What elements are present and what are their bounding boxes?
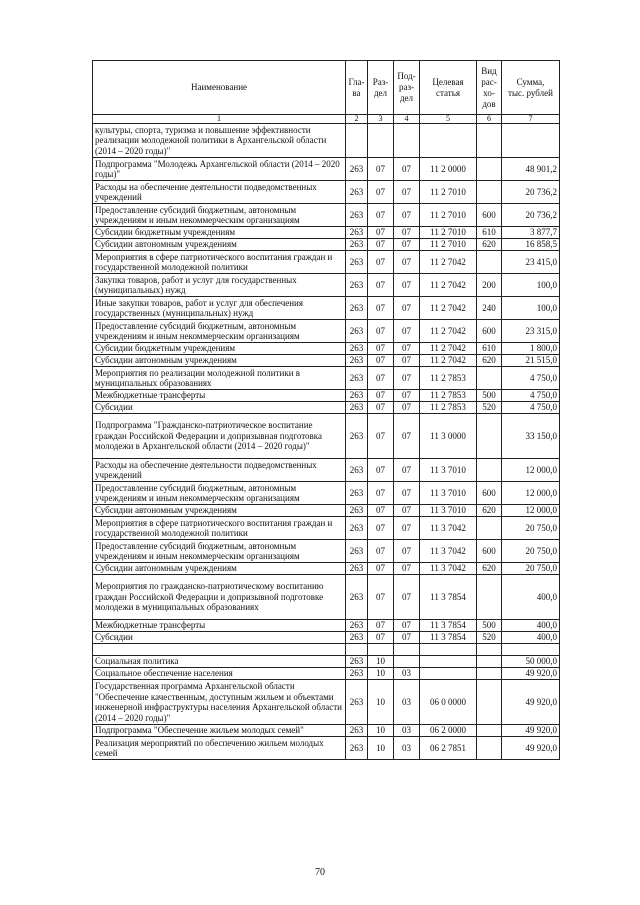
cell-summa: 49 920,0 — [502, 668, 560, 680]
cell-summa: 12 000,0 — [502, 482, 560, 505]
cell-glava: 263 — [346, 505, 368, 517]
header-summa: Сумма, тыс. рублей — [502, 61, 560, 115]
cell-vid: 620 — [477, 505, 502, 517]
cell-summa: 3 877,7 — [502, 227, 560, 239]
cell-name: Субсидии бюджетным учреждениям — [93, 227, 346, 239]
cell-glava: 263 — [346, 620, 368, 632]
cell-vid: 620 — [477, 239, 502, 251]
header-glava: Гла- ва — [346, 61, 368, 115]
header-statya: Целевая статья — [420, 61, 477, 115]
cell-razdel: 07 — [368, 320, 394, 343]
cell-name — [93, 644, 346, 656]
cell-summa: 4 750,0 — [502, 367, 560, 390]
cell-summa: 49 920,0 — [502, 680, 560, 725]
cell-razdel: 07 — [368, 540, 394, 563]
cell-razdel: 10 — [368, 725, 394, 737]
cell-vid — [477, 668, 502, 680]
cell-name: Подпрограмма "Молодежь Архангельской области (2014 – 2020 годы)" — [93, 158, 346, 181]
cell-razdel: 07 — [368, 632, 394, 644]
cell-vid — [477, 367, 502, 390]
cell-vid: 500 — [477, 620, 502, 632]
cell-glava: 263 — [346, 668, 368, 680]
cell-glava: 263 — [346, 737, 368, 760]
cell-statya: 11 3 7854 — [420, 620, 477, 632]
column-number: 7 — [502, 115, 560, 124]
cell-glava: 263 — [346, 459, 368, 482]
cell-vid: 200 — [477, 274, 502, 297]
page-number: 70 — [315, 867, 325, 878]
table-row — [93, 737, 560, 760]
cell-summa: 20 750,0 — [502, 517, 560, 540]
column-number: 4 — [394, 115, 420, 124]
cell-name: Социальное обеспечение населения — [93, 668, 346, 680]
cell-vid — [477, 517, 502, 540]
column-number: 5 — [420, 115, 477, 124]
cell-glava: 263 — [346, 158, 368, 181]
cell-glava: 263 — [346, 367, 368, 390]
cell-summa — [502, 124, 560, 158]
table-row — [93, 632, 560, 644]
cell-name: Субсидии автономным учреждениям — [93, 239, 346, 251]
cell-statya: 11 3 7854 — [420, 575, 477, 620]
cell-razdel: 07 — [368, 390, 394, 402]
cell-name: Мероприятия в сфере патриотического воспитания граждан и государственной молодежной политики — [93, 517, 346, 540]
cell-glava: 263 — [346, 355, 368, 367]
cell-glava: 263 — [346, 517, 368, 540]
cell-razdel: 07 — [368, 251, 394, 274]
budget-table — [92, 60, 560, 760]
cell-razdel: 10 — [368, 737, 394, 760]
table-row — [93, 575, 560, 620]
cell-summa: 23 315,0 — [502, 320, 560, 343]
table-row — [93, 239, 560, 251]
cell-statya: 11 2 7853 — [420, 367, 477, 390]
cell-statya: 11 2 7010 — [420, 227, 477, 239]
cell-glava: 263 — [346, 632, 368, 644]
cell-statya: 11 2 7853 — [420, 390, 477, 402]
cell-statya — [420, 124, 477, 158]
cell-vid: 600 — [477, 204, 502, 227]
cell-statya: 11 3 7854 — [420, 632, 477, 644]
cell-glava: 263 — [346, 274, 368, 297]
cell-razdel: 07 — [368, 505, 394, 517]
table-row — [93, 204, 560, 227]
cell-razdel: 07 — [368, 563, 394, 575]
table-row — [93, 355, 560, 367]
cell-podrazdel: 07 — [394, 297, 420, 320]
cell-podrazdel: 07 — [394, 158, 420, 181]
cell-razdel: 07 — [368, 355, 394, 367]
cell-summa: 20 736,2 — [502, 181, 560, 204]
table-row — [93, 644, 560, 656]
cell-vid — [477, 181, 502, 204]
cell-name: Мероприятия по гражданско-патриотическому воспитанию граждан Российской Федерации и допризывной подготовке молодежи в муниципальных образованиях — [93, 575, 346, 620]
cell-vid — [477, 575, 502, 620]
cell-podrazdel: 07 — [394, 459, 420, 482]
cell-razdel: 07 — [368, 459, 394, 482]
cell-razdel: 07 — [368, 343, 394, 355]
cell-statya: 11 3 7010 — [420, 505, 477, 517]
table-row — [93, 459, 560, 482]
cell-podrazdel: 07 — [394, 563, 420, 575]
cell-summa: 49 920,0 — [502, 725, 560, 737]
cell-glava: 263 — [346, 656, 368, 668]
cell-podrazdel: 07 — [394, 239, 420, 251]
cell-podrazdel: 07 — [394, 517, 420, 540]
cell-glava: 263 — [346, 320, 368, 343]
cell-razdel: 07 — [368, 181, 394, 204]
table-row — [93, 402, 560, 414]
cell-razdel: 07 — [368, 204, 394, 227]
cell-vid — [477, 644, 502, 656]
cell-vid — [477, 725, 502, 737]
cell-name: культуры, спорта, туризма и повышение эффективности реализации молодежной политики в Архангельской области (2014 – 2020 годы)" — [93, 124, 346, 158]
table-row — [93, 181, 560, 204]
cell-razdel: 07 — [368, 414, 394, 459]
cell-statya: 06 0 0000 — [420, 680, 477, 725]
column-number: 3 — [368, 115, 394, 124]
cell-name: Субсидии — [93, 632, 346, 644]
header-podrazdel: Под- раз- дел — [394, 61, 420, 115]
cell-statya: 06 2 7851 — [420, 737, 477, 760]
cell-name: Расходы на обеспечение деятельности подведомственных учреждений — [93, 181, 346, 204]
table-row — [93, 297, 560, 320]
cell-name: Закупка товаров, работ и услуг для государственных (муниципальных) нужд — [93, 274, 346, 297]
cell-podrazdel: 07 — [394, 181, 420, 204]
cell-statya — [420, 668, 477, 680]
cell-razdel: 10 — [368, 656, 394, 668]
cell-name: Мероприятия в сфере патриотического воспитания граждан и государственной молодежной политики — [93, 251, 346, 274]
cell-summa: 16 858,5 — [502, 239, 560, 251]
cell-summa: 400,0 — [502, 632, 560, 644]
cell-statya: 11 2 7042 — [420, 297, 477, 320]
cell-glava: 263 — [346, 204, 368, 227]
cell-summa: 400,0 — [502, 620, 560, 632]
cell-vid: 620 — [477, 355, 502, 367]
cell-statya: 11 2 0000 — [420, 158, 477, 181]
cell-podrazdel — [394, 644, 420, 656]
table-row — [93, 320, 560, 343]
cell-summa: 100,0 — [502, 297, 560, 320]
cell-razdel: 07 — [368, 297, 394, 320]
cell-name: Реализация мероприятий по обеспечению жильем молодых семей — [93, 737, 346, 760]
cell-statya: 06 2 0000 — [420, 725, 477, 737]
cell-vid: 620 — [477, 563, 502, 575]
cell-name: Субсидии автономным учреждениям — [93, 355, 346, 367]
cell-name: Социальная политика — [93, 656, 346, 668]
header-razdel: Раз- дел — [368, 61, 394, 115]
cell-podrazdel: 03 — [394, 725, 420, 737]
cell-glava: 263 — [346, 251, 368, 274]
cell-razdel: 07 — [368, 227, 394, 239]
cell-podrazdel — [394, 124, 420, 158]
cell-razdel: 07 — [368, 575, 394, 620]
cell-podrazdel: 07 — [394, 355, 420, 367]
table-row — [93, 668, 560, 680]
cell-summa: 4 750,0 — [502, 402, 560, 414]
cell-glava: 263 — [346, 575, 368, 620]
cell-name: Субсидии автономным учреждениям — [93, 505, 346, 517]
table-row — [93, 343, 560, 355]
cell-glava: 263 — [346, 414, 368, 459]
cell-glava: 263 — [346, 239, 368, 251]
cell-statya: 11 2 7042 — [420, 355, 477, 367]
cell-statya: 11 3 7042 — [420, 540, 477, 563]
cell-name: Предоставление субсидий бюджетным, автономным учреждениям и иным некоммерческим организациям — [93, 540, 346, 563]
cell-name: Подпрограмма "Обеспечение жильем молодых семей" — [93, 725, 346, 737]
cell-podrazdel — [394, 656, 420, 668]
table-row — [93, 725, 560, 737]
cell-statya: 11 2 7042 — [420, 320, 477, 343]
cell-statya: 11 2 7042 — [420, 251, 477, 274]
cell-glava: 263 — [346, 227, 368, 239]
header-vid: Вид рас- хо- дов — [477, 61, 502, 115]
cell-razdel — [368, 644, 394, 656]
cell-podrazdel: 07 — [394, 320, 420, 343]
cell-summa: 400,0 — [502, 575, 560, 620]
cell-statya: 11 2 7010 — [420, 181, 477, 204]
cell-podrazdel: 07 — [394, 274, 420, 297]
cell-podrazdel: 07 — [394, 251, 420, 274]
cell-vid — [477, 680, 502, 725]
cell-name: Межбюджетные трансферты — [93, 620, 346, 632]
cell-glava: 263 — [346, 725, 368, 737]
table-row — [93, 367, 560, 390]
cell-summa: 12 000,0 — [502, 459, 560, 482]
table-row — [93, 390, 560, 402]
cell-vid — [477, 459, 502, 482]
cell-vid — [477, 737, 502, 760]
cell-summa: 21 515,0 — [502, 355, 560, 367]
header-name: Наименование — [93, 61, 346, 115]
cell-podrazdel: 07 — [394, 575, 420, 620]
table-row — [93, 656, 560, 668]
cell-razdel: 07 — [368, 239, 394, 251]
cell-statya: 11 2 7042 — [420, 343, 477, 355]
table-row — [93, 274, 560, 297]
cell-vid — [477, 251, 502, 274]
cell-summa: 33 150,0 — [502, 414, 560, 459]
cell-name: Мероприятия по реализации молодежной политики в муниципальных образованиях — [93, 367, 346, 390]
cell-podrazdel: 03 — [394, 680, 420, 725]
table-row — [93, 124, 560, 158]
cell-podrazdel: 07 — [394, 343, 420, 355]
cell-podrazdel: 07 — [394, 505, 420, 517]
cell-glava: 263 — [346, 181, 368, 204]
cell-razdel: 07 — [368, 367, 394, 390]
cell-vid — [477, 158, 502, 181]
cell-vid: 600 — [477, 482, 502, 505]
cell-vid — [477, 656, 502, 668]
table-header-row — [93, 61, 560, 115]
cell-glava: 263 — [346, 297, 368, 320]
table-row — [93, 563, 560, 575]
cell-statya: 11 3 7042 — [420, 517, 477, 540]
cell-name: Предоставление субсидий бюджетным, автономным учреждениям и иным некоммерческим организациям — [93, 482, 346, 505]
cell-vid: 500 — [477, 390, 502, 402]
cell-summa: 50 000,0 — [502, 656, 560, 668]
cell-name: Иные закупки товаров, работ и услуг для обеспечения государственных (муниципальных) нужд — [93, 297, 346, 320]
cell-statya — [420, 644, 477, 656]
cell-glava: 263 — [346, 482, 368, 505]
cell-podrazdel: 03 — [394, 737, 420, 760]
cell-razdel: 07 — [368, 158, 394, 181]
cell-name: Государственная программа Архангельской области "Обеспечение качественным, доступным жильем и объектами инженерной инфраструктуры населения Архангельской области (2014 – 2020 годы)" — [93, 680, 346, 725]
cell-glava: 263 — [346, 343, 368, 355]
cell-name: Предоставление субсидий бюджетным, автономным учреждениям и иным некоммерческим организациям — [93, 320, 346, 343]
cell-statya: 11 2 7010 — [420, 239, 477, 251]
cell-summa: 12 000,0 — [502, 505, 560, 517]
cell-razdel: 07 — [368, 517, 394, 540]
cell-vid: 520 — [477, 632, 502, 644]
table-row — [93, 517, 560, 540]
cell-podrazdel: 07 — [394, 390, 420, 402]
cell-summa: 49 920,0 — [502, 737, 560, 760]
table-row — [93, 414, 560, 459]
cell-summa: 20 750,0 — [502, 563, 560, 575]
table-row — [93, 158, 560, 181]
cell-statya — [420, 656, 477, 668]
cell-glava: 263 — [346, 390, 368, 402]
cell-vid — [477, 124, 502, 158]
cell-summa: 20 736,2 — [502, 204, 560, 227]
cell-glava — [346, 644, 368, 656]
cell-vid — [477, 414, 502, 459]
cell-statya: 11 3 7042 — [420, 563, 477, 575]
cell-summa: 4 750,0 — [502, 390, 560, 402]
cell-statya: 11 3 0000 — [420, 414, 477, 459]
cell-name: Субсидии — [93, 402, 346, 414]
cell-statya: 11 2 7042 — [420, 274, 477, 297]
cell-glava: 263 — [346, 402, 368, 414]
cell-vid: 600 — [477, 540, 502, 563]
column-number-row — [93, 115, 560, 124]
table-row — [93, 540, 560, 563]
cell-podrazdel: 07 — [394, 402, 420, 414]
cell-razdel: 10 — [368, 680, 394, 725]
cell-podrazdel: 07 — [394, 414, 420, 459]
column-number: 1 — [93, 115, 346, 124]
cell-podrazdel: 03 — [394, 668, 420, 680]
cell-summa: 48 901,2 — [502, 158, 560, 181]
cell-statya: 11 3 7010 — [420, 482, 477, 505]
cell-name: Подпрограмма "Гражданско-патриотическое воспитание граждан Российской Федерации и допризывная подготовка молодежи в Архангельской области (2014 – 2020 годы)" — [93, 414, 346, 459]
cell-vid: 600 — [477, 320, 502, 343]
cell-glava: 263 — [346, 680, 368, 725]
table-row — [93, 251, 560, 274]
cell-summa: 100,0 — [502, 274, 560, 297]
cell-podrazdel: 07 — [394, 540, 420, 563]
cell-podrazdel: 07 — [394, 227, 420, 239]
column-number: 6 — [477, 115, 502, 124]
cell-vid: 610 — [477, 227, 502, 239]
cell-glava — [346, 124, 368, 158]
cell-name: Субсидии бюджетным учреждениям — [93, 343, 346, 355]
table-row — [93, 620, 560, 632]
cell-statya: 11 3 7010 — [420, 459, 477, 482]
cell-razdel: 07 — [368, 620, 394, 632]
cell-summa: 1 800,0 — [502, 343, 560, 355]
cell-razdel — [368, 124, 394, 158]
cell-glava: 263 — [346, 540, 368, 563]
table-row — [93, 680, 560, 725]
cell-razdel: 07 — [368, 274, 394, 297]
cell-razdel: 10 — [368, 668, 394, 680]
table-row — [93, 482, 560, 505]
cell-podrazdel: 07 — [394, 367, 420, 390]
cell-name: Межбюджетные трансферты — [93, 390, 346, 402]
cell-razdel: 07 — [368, 402, 394, 414]
cell-razdel: 07 — [368, 482, 394, 505]
cell-podrazdel: 07 — [394, 204, 420, 227]
cell-vid: 610 — [477, 343, 502, 355]
cell-statya: 11 2 7010 — [420, 204, 477, 227]
cell-summa — [502, 644, 560, 656]
cell-vid: 240 — [477, 297, 502, 320]
cell-summa: 23 415,0 — [502, 251, 560, 274]
cell-glava: 263 — [346, 563, 368, 575]
cell-name: Предоставление субсидий бюджетным, автономным учреждениям и иным некоммерческим организациям — [93, 204, 346, 227]
cell-statya: 11 2 7853 — [420, 402, 477, 414]
column-number: 2 — [346, 115, 368, 124]
cell-podrazdel: 07 — [394, 620, 420, 632]
cell-podrazdel: 07 — [394, 632, 420, 644]
cell-name: Субсидии автономным учреждениям — [93, 563, 346, 575]
cell-podrazdel: 07 — [394, 482, 420, 505]
cell-vid: 520 — [477, 402, 502, 414]
cell-name: Расходы на обеспечение деятельности подведомственных учреждений — [93, 459, 346, 482]
table-row — [93, 505, 560, 517]
cell-summa: 20 750,0 — [502, 540, 560, 563]
table-row — [93, 227, 560, 239]
